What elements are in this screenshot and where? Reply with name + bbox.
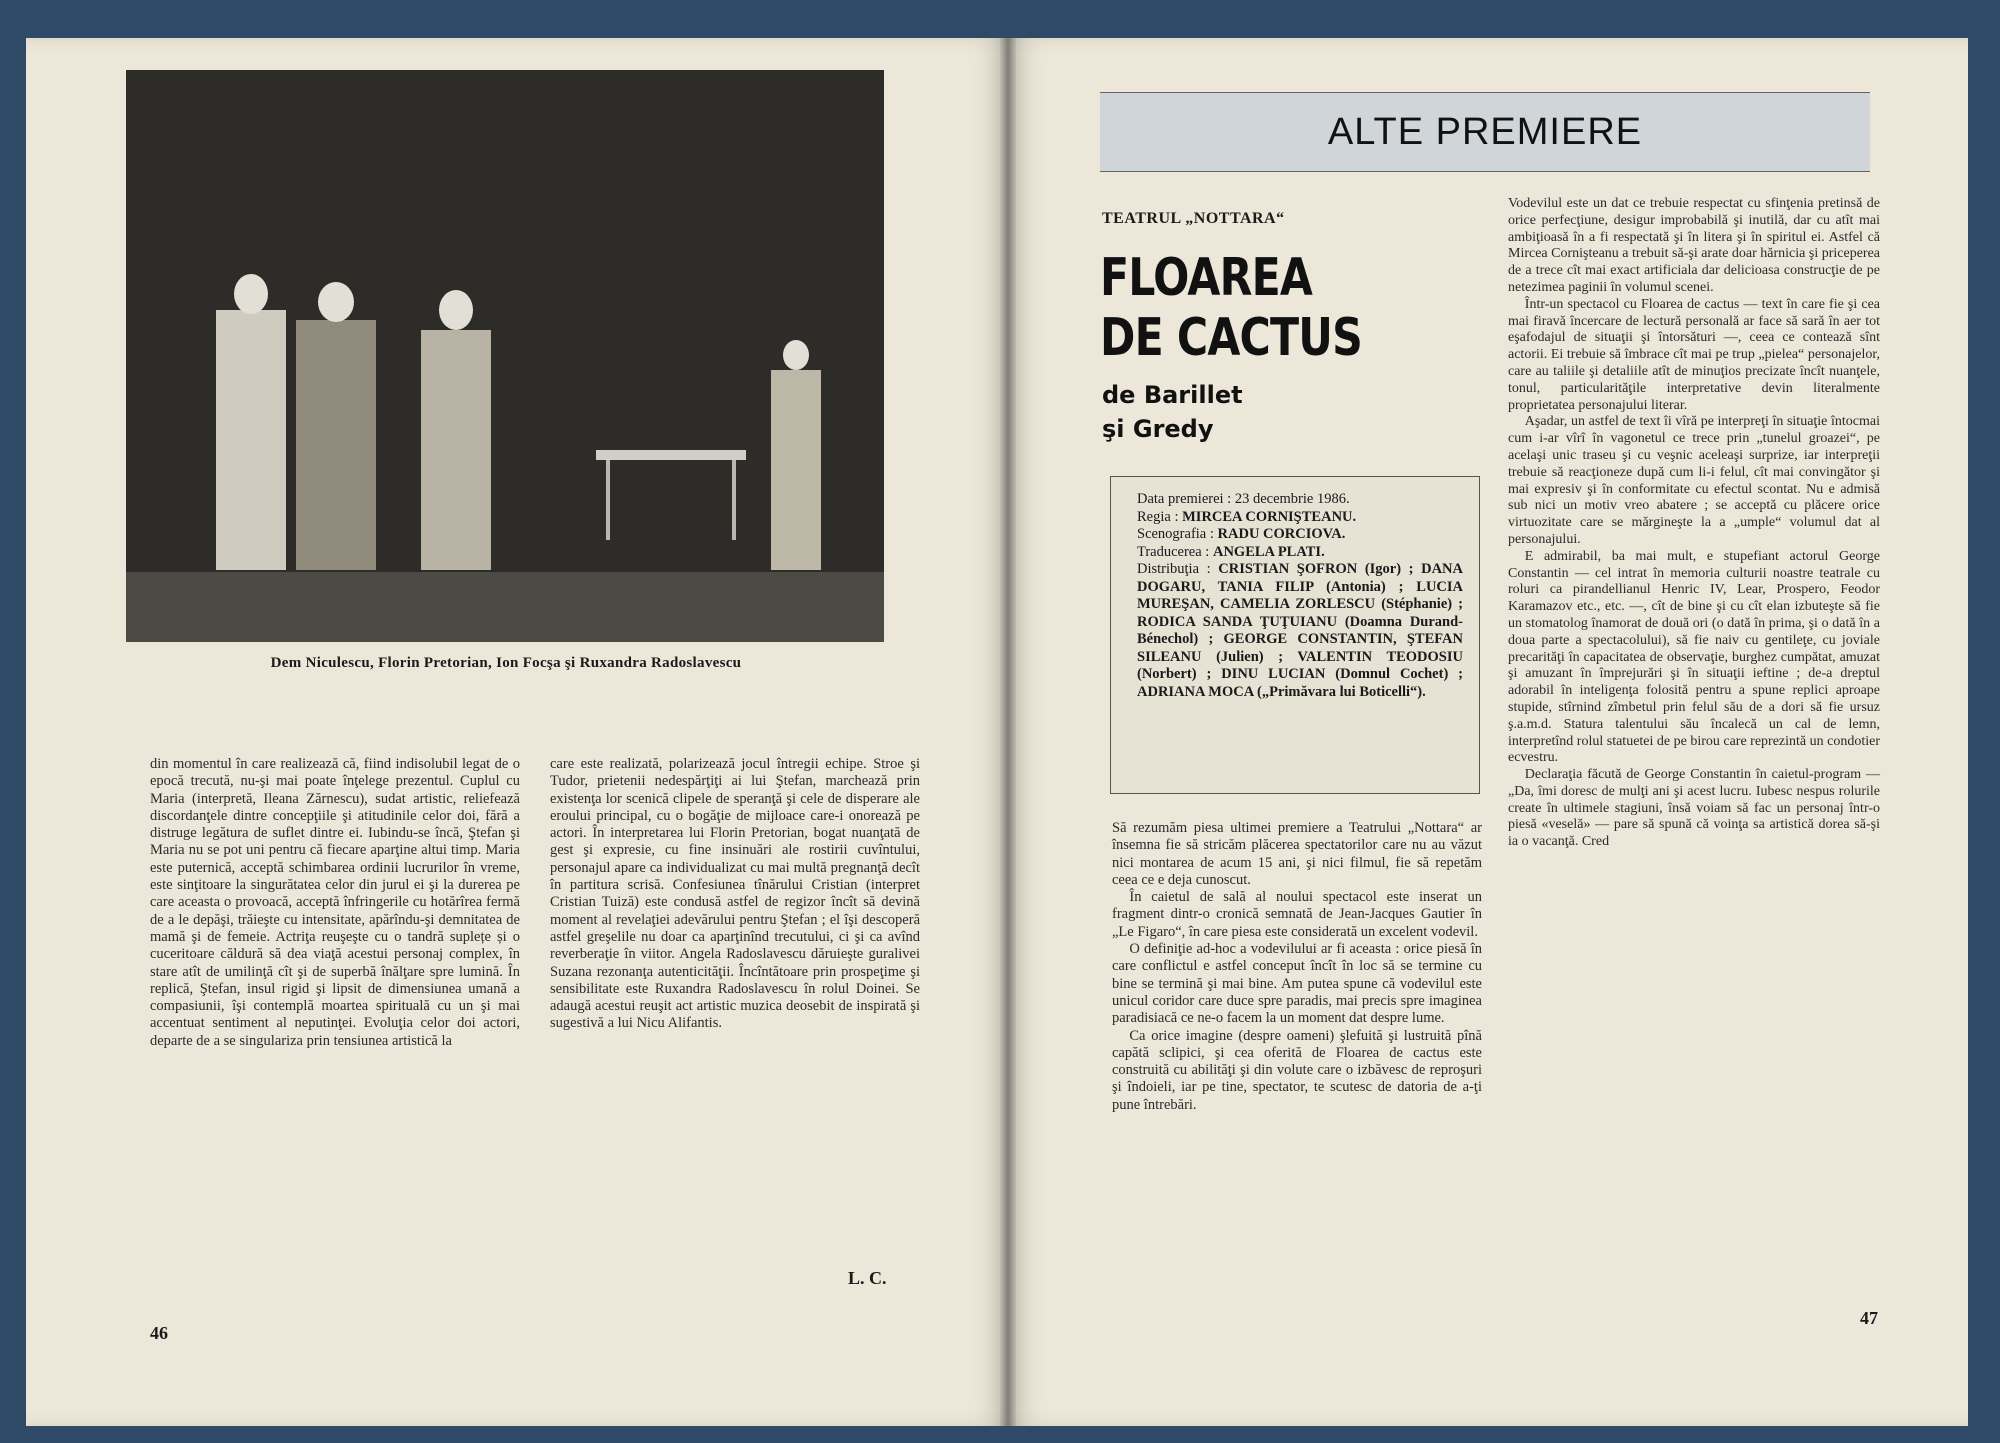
play-authors bbox=[1102, 378, 1243, 446]
page-number-right: 47 bbox=[1860, 1308, 1878, 1328]
credit-line: Data premierei : 23 decembrie 1986. bbox=[1137, 491, 1350, 507]
paragraph: O definiţie ad-hoc a vodevilului ar fi aceasta : orice piesă în care conflictul e astfel conceput încît în loc să se termine cu bine se termină şi mai bine. Am putea spune că vodevilul este unicul coridor care duce spre paradis, mai precis spre imaginea paradisiacă ce ne-o facem la un moment dat despre lume. bbox=[1112, 941, 1482, 1027]
section-banner: ALTE PREMIERE bbox=[1100, 92, 1870, 172]
article-column-right-1 bbox=[1112, 820, 1482, 1114]
paragraph: din momentul în care realizează că, fiind indisolubil legat de o epocă trecută, nu-şi mai poate înţelege prezentul. Cuplul cu Maria (interpretă, Ileana Zărnescu), sudat artistic, reliefează discordanţele dintre concepţiile şi atitudinile celor doi, fără a distruge legătura de suflet dintre ei. Iubindu-se încă, Ştefan şi Maria nu se pot uni pentru că fiecare aparţine altui timp. Maria este puternică, acceptă schimbarea ordinii lucrurilor în vreme, este sinţitoare la singurătatea celor din jurul ei şi la durerea pe care aceasta o provoacă, acceptă înfringerile cu hotărîrea fermă de a le depăşi, trăieşte cu intensitate, apărîndu-şi demnitatea de mamă şi de femeie. Actriţa reuşeşte cu o tandră suplețe și o cuceritoare căldură să dea viaţă acestui personaj complex, în stare atît de umilinţă cît şi de superbă înălţare spre lumină. În replică, Ştefan, insul rigid şi lipsit de dimensiunea umană a compasiunii, îşi contemplă moartea spirituală cu un şi mai accentuat sentiment al neputinţei. Evoluţia celor doi actori, departe de a se singulariza prin tensiunea artistică la bbox=[150, 756, 520, 1049]
play-title-line: DE CACTUS bbox=[1100, 308, 1363, 368]
paragraph: Aşadar, un astfel de text îi vîră pe interpreţi în situaţie întocmai cum i-ar vîrî în vagonetul ce trece prin „tunelul groazei“, pe acelaşi unic traseu şi cu veşnic aceleaşi surprize, iar interpreţii trebuie să reacţioneze după cum li-i felul, cît mai convingător şi mai expresiv şi în conformitate cu efectul scontat. Nu e admisă sub nici un motiv vreo abatere ; se acceptă cu plăcere orice virtuozitate care se mărgineşte la a „umple“ volumul dat al personajului. bbox=[1508, 414, 1880, 547]
paragraph: Ca orice imagine (despre oameni) şlefuită şi lustruită pînă capătă sclipici, şi cea oferită de Floarea de cactus este construită cu abilităţi şi din volute care o izbăvesc de reproşuri şi îndoieli, iar pe tine, spectator, te scutesc de datoria de a-ţi pune întrebări. bbox=[1112, 1027, 1482, 1113]
actor-figure bbox=[421, 330, 491, 570]
book-gutter bbox=[1000, 38, 1016, 1426]
paragraph: Vodevilul este un dat ce trebuie respectat cu sfinţenia pretinsă de orice perfecţiune, desigur improbabilă şi inutilă, dar cu atît mai ambiţioasă în a fi respectată şi în litera şi în spiritul ei. Astfel că Mircea Cornişteanu a trebuit să-şi arate doar hărnicia şi priceperea de a trece cît mai exact artificiala dar delicioasa construcţie de pe netezimea paginii în volumul scenei. bbox=[1508, 196, 1880, 295]
actor-figure bbox=[216, 310, 286, 570]
actor-figure bbox=[296, 320, 376, 570]
credit-line: Distribuţia : CRISTIAN ŞOFRON (Igor) ; DANA DOGARU, TANIA FILIP (Antonia) ; LUCIA MUREŞAN, CAMELIA ZORLESCU (Stéphanie) ; RODICA SANDA ŢUŢUIANU (Doamna Durand-Bénechol) ; GEORGE CONSTANTIN, ŞTEFAN SILEANU (Julien) ; VALENTIN TEODOSIU (Norbert) ; DINU LUCIAN (Domnul Cochet) ; ADRIANA MOCA („Primăvara lui Boticelli“). bbox=[1137, 561, 1463, 700]
play-title-line: FLOAREA bbox=[1100, 248, 1313, 308]
article-column-left-1 bbox=[150, 756, 520, 1050]
author-line: de Barillet bbox=[1102, 381, 1243, 409]
play-title bbox=[1100, 248, 1362, 368]
theatre-name: TEATRUL „NOTTARA“ bbox=[1102, 210, 1285, 227]
credit-line: Traducerea : ANGELA PLATI. bbox=[1137, 543, 1325, 560]
stage-floor bbox=[126, 572, 884, 642]
credit-line: Scenografia : RADU CORCIOVA. bbox=[1137, 526, 1346, 542]
paragraph: Să rezumăm piesa ultimei premiere a Teatrului „Nottara“ ar însemna fie să stricăm plăcerea spectatorilor care nu au văzut nici montarea de acum 15 ani, şi nici filmul, fie să repetăm ceea ce e deja cunoscut. bbox=[1112, 820, 1482, 888]
paragraph: Declaraţia făcută de George Constantin în caietul-program — „Da, îmi doresc de mulţi ani şi acest lucru. Iubesc nespus rolurile create în ultimele stagiuni, însă voiam să fac un personaj într-o piesă «veselă» — pare să spună că voinţa sa artistică dorea să-şi ia o vacanţă. Cred bbox=[1508, 767, 1880, 850]
stage-table bbox=[596, 450, 746, 460]
actress-figure bbox=[771, 370, 821, 570]
signature: L. C. bbox=[848, 1268, 887, 1288]
credit-line: Regia : MIRCEA CORNIŞTEANU. bbox=[1137, 508, 1357, 525]
paragraph: care este realizată, polarizează jocul întregii echipe. Stroe şi Tudor, prietenii nedespărţiţi ai lui Ştefan, marchează prin existenţa lor scenică clipele de speranţă şi cele de disperare ale eroului principal, cu o bogăţie de mijloace care-i onorează pe actori. În interpretarea lui Florin Pretorian, bogat nuanţată de gest şi expresie, cu fine insinuări ale rostirii cuvîntului, personajul apare ca individualizat cu mai multă pregnanţă decît în partitura scrisă. Confesiunea tînărului Cristian (interpret Cristian Tuiză) este condusă astfel de regizor încît să devină moment al revelaţiei adevărului pentru Ştefan ; el îşi descoperă astfel greşelile nu doar ca aparţinînd trecutului, ci şi ca avînd reverberaţie în viitor. Angela Radoslavescu dăruieşte guralivei Suzana rezonanţa autenticităţii. Încîntătoare prin prospeţime şi sensibilitate este Ruxandra Radoslavescu în rolul Doinei. Se adaugă acestui reuşit act artistic muzica deosebit de inspirată şi sugestivă a lui Nicu Alifantis. bbox=[550, 756, 920, 1032]
credits-box bbox=[1110, 476, 1480, 794]
stage-photo bbox=[126, 70, 884, 642]
page-number-left: 46 bbox=[150, 1323, 168, 1343]
author-line: şi Gredy bbox=[1102, 415, 1214, 443]
article-column-right-2 bbox=[1508, 196, 1880, 851]
article-column-left-2 bbox=[550, 756, 920, 1033]
paragraph: În caietul de sală al noului spectacol este inserat un fragment dintr-o cronică semnată de Jean-Jacques Gautier în „Le Figaro“, în care piesa este considerată un excelent vodevil. bbox=[1112, 889, 1482, 940]
paragraph: Într-un spectacol cu Floarea de cactus — text în care fie şi cea mai firavă încercare de lectură personală ar face să sară în aer tot eşafodajul de situaţii şi întorsături —, ceea ce contează sînt actorii. Ei trebuie să îmbrace cît mai pe trup „pielea“ personajelor, care au taliile şi detaliile atît de minuţios precizate încît nuanţele, tonul, particularităţile interpretative devin literalmente proprietatea personajului literar. bbox=[1508, 296, 1880, 413]
paragraph: E admirabil, ba mai mult, e stupefiant actorul George Constantin — cel intrat în memoria culturii noastre teatrale cu roluri ca pirandellianul Henric IV, Lear, Prospero, Feodor Karamazov etc., etc. —, cît de bine şi cu cît elan izbuteşte să fie un stomatolog înamorat de două ori (o dată în prima, şi o dată în a doua parte a spectacolului), să fie naiv cu gentileţe, cu joviale precarităţi în capacitatea de observaţie, burghez cumpătat, amuzat şi amuzant în împrejurări şi în situaţii ieftine ; de-a dreptul adorabil în inteligenţa folosită pentru a spune replici aproape stupide, stîrnind zîmbetul prin felul său de a dori să fie ursuz ş.a.m.d. Statura talentului său încalecă un cal de lemn, interpretînd rolul statuetei de pe birou care reprezintă un condotier ecvestru. bbox=[1508, 548, 1881, 766]
photo-caption: Dem Niculescu, Florin Pretorian, Ion Focşa şi Ruxandra Radoslavescu bbox=[270, 655, 742, 671]
